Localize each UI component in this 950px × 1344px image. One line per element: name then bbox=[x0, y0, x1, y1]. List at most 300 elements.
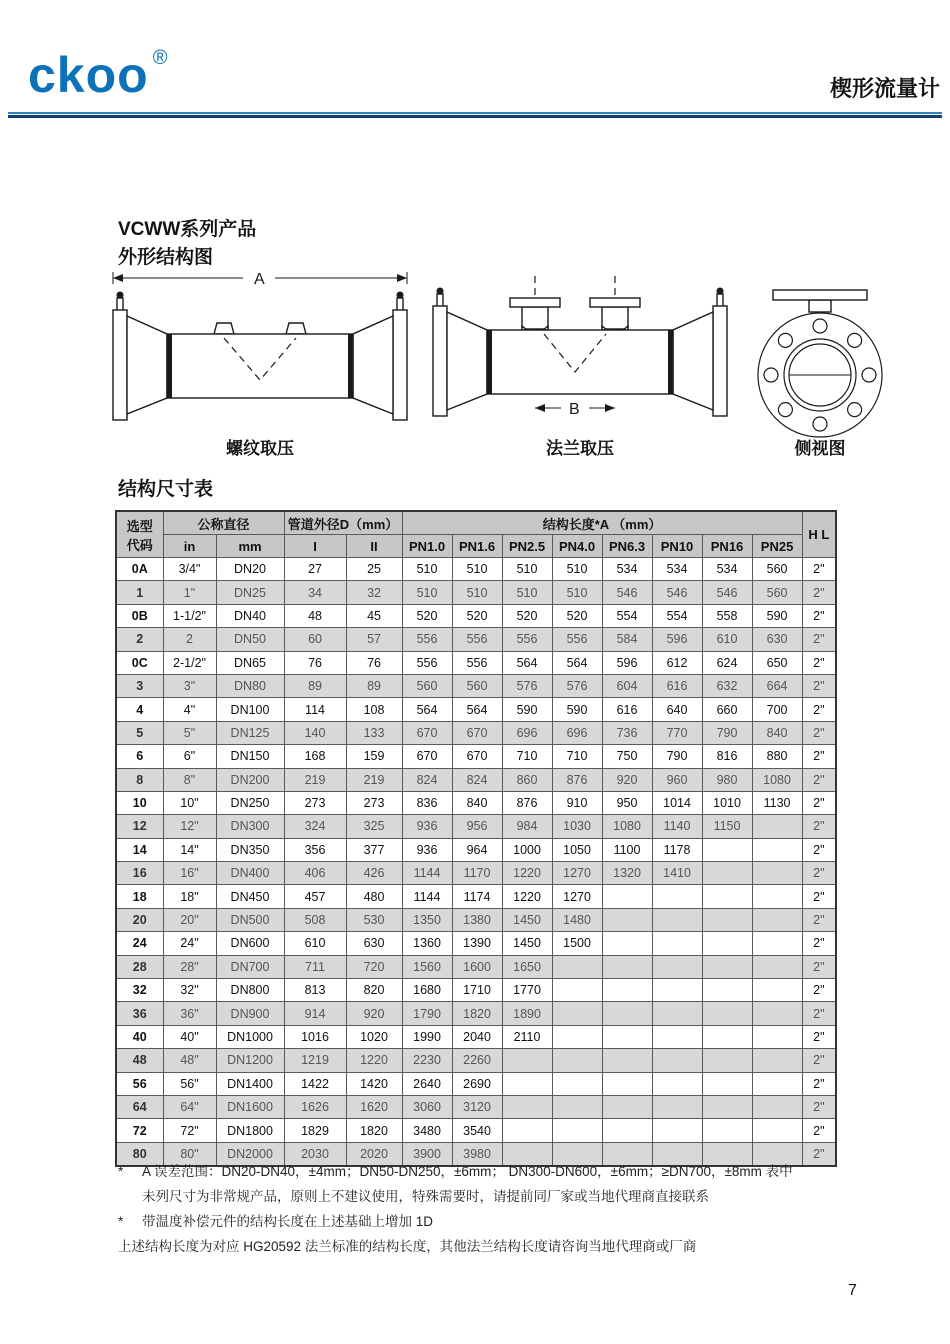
value-cell: 48" bbox=[163, 1049, 216, 1072]
value-cell: 564 bbox=[502, 651, 552, 674]
value-cell bbox=[602, 1095, 652, 1118]
value-cell: 1050 bbox=[552, 838, 602, 861]
value-cell: 2" bbox=[802, 721, 836, 744]
value-cell: DN250 bbox=[216, 791, 284, 814]
col-header-hl: H L bbox=[802, 511, 836, 558]
value-cell: 2" bbox=[802, 651, 836, 674]
value-cell: 1820 bbox=[452, 1002, 502, 1025]
table-row bbox=[116, 1095, 836, 1118]
value-cell: 72" bbox=[163, 1119, 216, 1142]
value-cell: 790 bbox=[652, 745, 702, 768]
left-flange bbox=[113, 292, 127, 421]
value-cell: 520 bbox=[552, 604, 602, 627]
value-cell: 24" bbox=[163, 932, 216, 955]
value-cell: 36" bbox=[163, 1002, 216, 1025]
value-cell: DN25 bbox=[216, 581, 284, 604]
value-cell bbox=[652, 1072, 702, 1095]
value-cell: 1680 bbox=[402, 979, 452, 1002]
value-cell: 820 bbox=[346, 979, 402, 1002]
right-cone bbox=[353, 316, 393, 414]
value-cell: 2" bbox=[802, 768, 836, 791]
code-cell: 12 bbox=[116, 815, 163, 838]
value-cell: 40" bbox=[163, 1025, 216, 1048]
value-cell: 14" bbox=[163, 838, 216, 861]
value-cell: 576 bbox=[552, 674, 602, 697]
value-cell: 60 bbox=[284, 628, 346, 651]
registered-trademark-icon: ® bbox=[152, 47, 169, 69]
value-cell: 510 bbox=[402, 558, 452, 581]
value-cell: 1560 bbox=[402, 955, 452, 978]
value-cell bbox=[552, 1072, 602, 1095]
brand-logo-text: ckoo bbox=[28, 47, 149, 103]
col-header-code-l1: 选型 bbox=[126, 518, 153, 534]
table-row bbox=[116, 768, 836, 791]
value-cell: 2" bbox=[802, 745, 836, 768]
value-cell: 616 bbox=[652, 674, 702, 697]
value-cell bbox=[602, 932, 652, 955]
side-view-drawing bbox=[735, 278, 905, 440]
value-cell: 3120 bbox=[452, 1095, 502, 1118]
left-flange bbox=[433, 288, 447, 417]
value-cell: 936 bbox=[402, 838, 452, 861]
document-title: 楔形流量计 bbox=[829, 76, 940, 101]
value-cell: 840 bbox=[752, 721, 802, 744]
table-row bbox=[116, 674, 836, 697]
code-cell: 14 bbox=[116, 838, 163, 861]
value-cell: 520 bbox=[402, 604, 452, 627]
dimension-b-label: B bbox=[569, 401, 580, 418]
footnotes bbox=[118, 1160, 878, 1260]
left-cone bbox=[127, 316, 167, 414]
value-cell: DN400 bbox=[216, 862, 284, 885]
footnote-text: 上述结构长度为对应 HG20592 法兰标准的结构长度，其他法兰结构长度请咨询当地代理商或厂商 bbox=[118, 1238, 697, 1254]
value-cell: 670 bbox=[452, 745, 502, 768]
col-header-outer-1: I bbox=[284, 535, 346, 558]
col-header-code bbox=[116, 511, 163, 558]
dimension-a bbox=[113, 271, 407, 288]
value-cell: 1620 bbox=[346, 1095, 402, 1118]
value-cell: 510 bbox=[502, 558, 552, 581]
value-cell: 3060 bbox=[402, 1095, 452, 1118]
value-cell bbox=[702, 1002, 752, 1025]
value-cell: 530 bbox=[346, 908, 402, 931]
value-cell: 480 bbox=[346, 885, 402, 908]
tap-flange-bar bbox=[773, 290, 867, 300]
value-cell: 1080 bbox=[752, 768, 802, 791]
value-cell: 880 bbox=[752, 745, 802, 768]
value-cell bbox=[752, 838, 802, 861]
value-cell: 910 bbox=[552, 791, 602, 814]
value-cell: 1990 bbox=[402, 1025, 452, 1048]
value-cell: 710 bbox=[552, 745, 602, 768]
value-cell: 5" bbox=[163, 721, 216, 744]
value-cell: DN1400 bbox=[216, 1072, 284, 1095]
table-row bbox=[116, 979, 836, 1002]
value-cell: 1080 bbox=[602, 815, 652, 838]
value-cell bbox=[702, 1119, 752, 1142]
code-cell: 0A bbox=[116, 558, 163, 581]
value-cell bbox=[552, 1119, 602, 1142]
table-row bbox=[116, 791, 836, 814]
value-cell: 25 bbox=[346, 558, 402, 581]
value-cell: 670 bbox=[452, 721, 502, 744]
value-cell: 2" bbox=[802, 1095, 836, 1118]
code-cell: 56 bbox=[116, 1072, 163, 1095]
value-cell: 1450 bbox=[502, 908, 552, 931]
col-header-pn1-0: PN1.0 bbox=[402, 535, 452, 558]
value-cell bbox=[652, 932, 702, 955]
value-cell: 3900 bbox=[402, 1142, 452, 1166]
table-row bbox=[116, 1025, 836, 1048]
table-row bbox=[116, 862, 836, 885]
value-cell: 2" bbox=[802, 791, 836, 814]
value-cell bbox=[602, 1002, 652, 1025]
value-cell: 1220 bbox=[502, 885, 552, 908]
section-title-line1: VCWW系列产品 bbox=[118, 219, 257, 240]
value-cell: DN300 bbox=[216, 815, 284, 838]
value-cell: 1626 bbox=[284, 1095, 346, 1118]
section-title bbox=[118, 216, 256, 271]
value-cell: 2110 bbox=[502, 1025, 552, 1048]
value-cell: 2040 bbox=[452, 1025, 502, 1048]
value-cell: 1410 bbox=[652, 862, 702, 885]
value-cell bbox=[752, 1095, 802, 1118]
value-cell bbox=[552, 1049, 602, 1072]
value-cell: 1650 bbox=[502, 955, 552, 978]
code-cell: 48 bbox=[116, 1049, 163, 1072]
value-cell: DN20 bbox=[216, 558, 284, 581]
value-cell: 406 bbox=[284, 862, 346, 885]
value-cell: 89 bbox=[284, 674, 346, 697]
flanged-tap-diagram bbox=[425, 268, 735, 460]
table-row bbox=[116, 838, 836, 861]
value-cell: 8" bbox=[163, 768, 216, 791]
value-cell: 64" bbox=[163, 1095, 216, 1118]
value-cell: DN350 bbox=[216, 838, 284, 861]
value-cell bbox=[602, 1119, 652, 1142]
value-cell: 534 bbox=[602, 558, 652, 581]
table-row bbox=[116, 1072, 836, 1095]
value-cell: 624 bbox=[702, 651, 752, 674]
value-cell bbox=[552, 979, 602, 1002]
value-cell: 1600 bbox=[452, 955, 502, 978]
value-cell: 80" bbox=[163, 1142, 216, 1166]
left-weld bbox=[487, 330, 492, 394]
value-cell: 2" bbox=[802, 581, 836, 604]
pipe-body bbox=[487, 330, 673, 394]
value-cell: DN200 bbox=[216, 768, 284, 791]
value-cell: 2-1/2" bbox=[163, 651, 216, 674]
value-cell: 576 bbox=[502, 674, 552, 697]
value-cell: 604 bbox=[602, 674, 652, 697]
col-header-pn25: PN25 bbox=[752, 535, 802, 558]
value-cell bbox=[652, 1095, 702, 1118]
col-header-code-l2: 代码 bbox=[126, 537, 153, 553]
value-cell bbox=[652, 1049, 702, 1072]
value-cell: 2" bbox=[802, 908, 836, 931]
pipe-body bbox=[167, 334, 353, 398]
value-cell: 1" bbox=[163, 581, 216, 604]
value-cell: 1270 bbox=[552, 862, 602, 885]
value-cell: 1-1/2" bbox=[163, 604, 216, 627]
value-cell: 2" bbox=[802, 1049, 836, 1072]
value-cell bbox=[752, 1002, 802, 1025]
value-cell: 2020 bbox=[346, 1142, 402, 1166]
value-cell: 356 bbox=[284, 838, 346, 861]
col-header-outer: 管道外径D（mm） bbox=[284, 511, 402, 535]
table-row bbox=[116, 1049, 836, 1072]
col-header-nominal: 公称直径 bbox=[163, 511, 284, 535]
value-cell: 1420 bbox=[346, 1072, 402, 1095]
value-cell: 920 bbox=[602, 768, 652, 791]
value-cell: 34 bbox=[284, 581, 346, 604]
value-cell: 1000 bbox=[502, 838, 552, 861]
value-cell: 2" bbox=[802, 558, 836, 581]
value-cell: DN1200 bbox=[216, 1049, 284, 1072]
value-cell bbox=[602, 1049, 652, 1072]
code-cell: 64 bbox=[116, 1095, 163, 1118]
page-number: 7 bbox=[848, 1282, 857, 1299]
value-cell: 1829 bbox=[284, 1119, 346, 1142]
footnote-marker: * bbox=[118, 1213, 124, 1229]
value-cell: 534 bbox=[652, 558, 702, 581]
value-cell bbox=[752, 908, 802, 931]
code-cell: 0C bbox=[116, 651, 163, 674]
value-cell: DN150 bbox=[216, 745, 284, 768]
value-cell: 596 bbox=[602, 651, 652, 674]
value-cell: 2" bbox=[802, 628, 836, 651]
value-cell: 56" bbox=[163, 1072, 216, 1095]
value-cell: 1500 bbox=[552, 932, 602, 955]
value-cell: 964 bbox=[452, 838, 502, 861]
table-row bbox=[116, 721, 836, 744]
table-row bbox=[116, 628, 836, 651]
table-row bbox=[116, 745, 836, 768]
value-cell: 711 bbox=[284, 955, 346, 978]
value-cell: 89 bbox=[346, 674, 402, 697]
value-cell: 558 bbox=[702, 604, 752, 627]
value-cell: 1380 bbox=[452, 908, 502, 931]
value-cell: 1014 bbox=[652, 791, 702, 814]
value-cell bbox=[702, 862, 752, 885]
value-cell: 1219 bbox=[284, 1049, 346, 1072]
value-cell: 510 bbox=[452, 581, 502, 604]
value-cell: 20" bbox=[163, 908, 216, 931]
value-cell: 1144 bbox=[402, 862, 452, 885]
code-cell: 5 bbox=[116, 721, 163, 744]
value-cell: 590 bbox=[752, 604, 802, 627]
value-cell: 564 bbox=[452, 698, 502, 721]
flanged-tap-drawing bbox=[425, 268, 735, 436]
value-cell bbox=[602, 908, 652, 931]
value-cell: 546 bbox=[702, 581, 752, 604]
value-cell bbox=[702, 885, 752, 908]
code-cell: 24 bbox=[116, 932, 163, 955]
col-header-pn2-5: PN2.5 bbox=[502, 535, 552, 558]
value-cell bbox=[652, 908, 702, 931]
value-cell: 556 bbox=[502, 628, 552, 651]
value-cell: 664 bbox=[752, 674, 802, 697]
table-row bbox=[116, 1119, 836, 1142]
code-cell: 6 bbox=[116, 745, 163, 768]
header-rule-light bbox=[8, 112, 942, 114]
value-cell bbox=[702, 979, 752, 1002]
value-cell bbox=[552, 1002, 602, 1025]
value-cell: 560 bbox=[452, 674, 502, 697]
value-cell: 2260 bbox=[452, 1049, 502, 1072]
value-cell: 10" bbox=[163, 791, 216, 814]
value-cell: 1890 bbox=[502, 1002, 552, 1025]
value-cell: 590 bbox=[502, 698, 552, 721]
value-cell bbox=[752, 1119, 802, 1142]
value-cell: 590 bbox=[552, 698, 602, 721]
value-cell: 560 bbox=[752, 581, 802, 604]
value-cell: 520 bbox=[452, 604, 502, 627]
header-rule-dark bbox=[8, 115, 942, 118]
col-header-outer-2: II bbox=[346, 535, 402, 558]
code-cell: 3 bbox=[116, 674, 163, 697]
value-cell: 546 bbox=[652, 581, 702, 604]
value-cell: DN600 bbox=[216, 932, 284, 955]
value-cell: 510 bbox=[552, 581, 602, 604]
value-cell bbox=[652, 979, 702, 1002]
value-cell: 2" bbox=[802, 979, 836, 1002]
side-view-diagram bbox=[735, 278, 905, 460]
value-cell: 325 bbox=[346, 815, 402, 838]
value-cell: 16" bbox=[163, 862, 216, 885]
dimension-table-body bbox=[116, 558, 836, 1167]
value-cell: 2 bbox=[163, 628, 216, 651]
table-row bbox=[116, 581, 836, 604]
value-cell bbox=[702, 1072, 752, 1095]
value-cell: DN900 bbox=[216, 1002, 284, 1025]
col-header-pn1-6: PN1.6 bbox=[452, 535, 502, 558]
value-cell: 1030 bbox=[552, 815, 602, 838]
value-cell: 960 bbox=[652, 768, 702, 791]
code-cell: 80 bbox=[116, 1142, 163, 1166]
value-cell bbox=[752, 862, 802, 885]
value-cell: 2" bbox=[802, 815, 836, 838]
value-cell bbox=[752, 815, 802, 838]
value-cell: 736 bbox=[602, 721, 652, 744]
value-cell: 813 bbox=[284, 979, 346, 1002]
value-cell: 2" bbox=[802, 674, 836, 697]
table-row bbox=[116, 932, 836, 955]
value-cell: 1320 bbox=[602, 862, 652, 885]
value-cell: 546 bbox=[602, 581, 652, 604]
value-cell: 3/4" bbox=[163, 558, 216, 581]
footnote-line bbox=[118, 1160, 878, 1185]
value-cell: 6" bbox=[163, 745, 216, 768]
value-cell: 632 bbox=[702, 674, 752, 697]
value-cell: 750 bbox=[602, 745, 652, 768]
value-cell bbox=[652, 1025, 702, 1048]
value-cell: 950 bbox=[602, 791, 652, 814]
value-cell: 2" bbox=[802, 885, 836, 908]
value-cell: 920 bbox=[346, 1002, 402, 1025]
value-cell: 824 bbox=[452, 768, 502, 791]
value-cell: DN2000 bbox=[216, 1142, 284, 1166]
footnote-line bbox=[118, 1210, 878, 1235]
value-cell: 670 bbox=[402, 721, 452, 744]
value-cell: 1150 bbox=[702, 815, 752, 838]
value-cell bbox=[552, 1095, 602, 1118]
value-cell: 32" bbox=[163, 979, 216, 1002]
table-row bbox=[116, 815, 836, 838]
value-cell: DN40 bbox=[216, 604, 284, 627]
value-cell bbox=[702, 908, 752, 931]
value-cell bbox=[752, 932, 802, 955]
section-title-line2: 外形结构图 bbox=[118, 246, 214, 268]
value-cell: 980 bbox=[702, 768, 752, 791]
table-header-row-1 bbox=[116, 511, 836, 535]
threaded-tap-label: 螺纹取压 bbox=[226, 439, 294, 458]
value-cell: 560 bbox=[402, 674, 452, 697]
pressure-taps bbox=[214, 323, 306, 334]
value-cell: 956 bbox=[452, 815, 502, 838]
value-cell: 520 bbox=[502, 604, 552, 627]
threaded-tap-diagram bbox=[105, 268, 415, 460]
value-cell: 76 bbox=[284, 651, 346, 674]
col-header-length: 结构长度*A （mm） bbox=[402, 511, 802, 535]
value-cell bbox=[652, 1002, 702, 1025]
brand-logo bbox=[28, 47, 169, 103]
value-cell: 556 bbox=[452, 628, 502, 651]
col-header-mm: mm bbox=[216, 535, 284, 558]
value-cell: 1220 bbox=[502, 862, 552, 885]
value-cell: 2" bbox=[802, 698, 836, 721]
tap-stem bbox=[809, 300, 831, 312]
right-flange bbox=[713, 288, 727, 417]
value-cell: 2" bbox=[802, 1119, 836, 1142]
value-cell: 1016 bbox=[284, 1025, 346, 1048]
value-cell: 510 bbox=[402, 581, 452, 604]
value-cell bbox=[652, 955, 702, 978]
footnote-text: 未列尺寸为非常规产品，原则上不建议使用，特殊需要时，请提前同厂家或当地代理商直接联系 bbox=[142, 1188, 709, 1204]
code-cell: 40 bbox=[116, 1025, 163, 1048]
value-cell: 2" bbox=[802, 932, 836, 955]
value-cell: 984 bbox=[502, 815, 552, 838]
value-cell: 660 bbox=[702, 698, 752, 721]
left-weld bbox=[167, 334, 172, 398]
value-cell: 4" bbox=[163, 698, 216, 721]
value-cell: 1820 bbox=[346, 1119, 402, 1142]
value-cell: 630 bbox=[346, 932, 402, 955]
code-cell: 16 bbox=[116, 862, 163, 885]
value-cell: 720 bbox=[346, 955, 402, 978]
value-cell bbox=[602, 1072, 652, 1095]
value-cell: 914 bbox=[284, 1002, 346, 1025]
value-cell: DN50 bbox=[216, 628, 284, 651]
footnote-text: A 误差范围：DN20-DN40，±4mm；DN50-DN250，±6mm； DN300-DN600，±6mm；≥DN700，±8mm 表中 bbox=[142, 1164, 793, 1179]
value-cell bbox=[552, 1025, 602, 1048]
value-cell bbox=[752, 979, 802, 1002]
code-cell: 10 bbox=[116, 791, 163, 814]
value-cell: DN800 bbox=[216, 979, 284, 1002]
value-cell: 140 bbox=[284, 721, 346, 744]
value-cell: 2640 bbox=[402, 1072, 452, 1095]
col-header-in: in bbox=[163, 535, 216, 558]
right-weld bbox=[348, 334, 353, 398]
value-cell: 1422 bbox=[284, 1072, 346, 1095]
value-cell: 133 bbox=[346, 721, 402, 744]
value-cell bbox=[602, 979, 652, 1002]
value-cell: 108 bbox=[346, 698, 402, 721]
value-cell: 936 bbox=[402, 815, 452, 838]
code-cell: 0B bbox=[116, 604, 163, 627]
value-cell: 564 bbox=[402, 698, 452, 721]
value-cell: 1220 bbox=[346, 1049, 402, 1072]
